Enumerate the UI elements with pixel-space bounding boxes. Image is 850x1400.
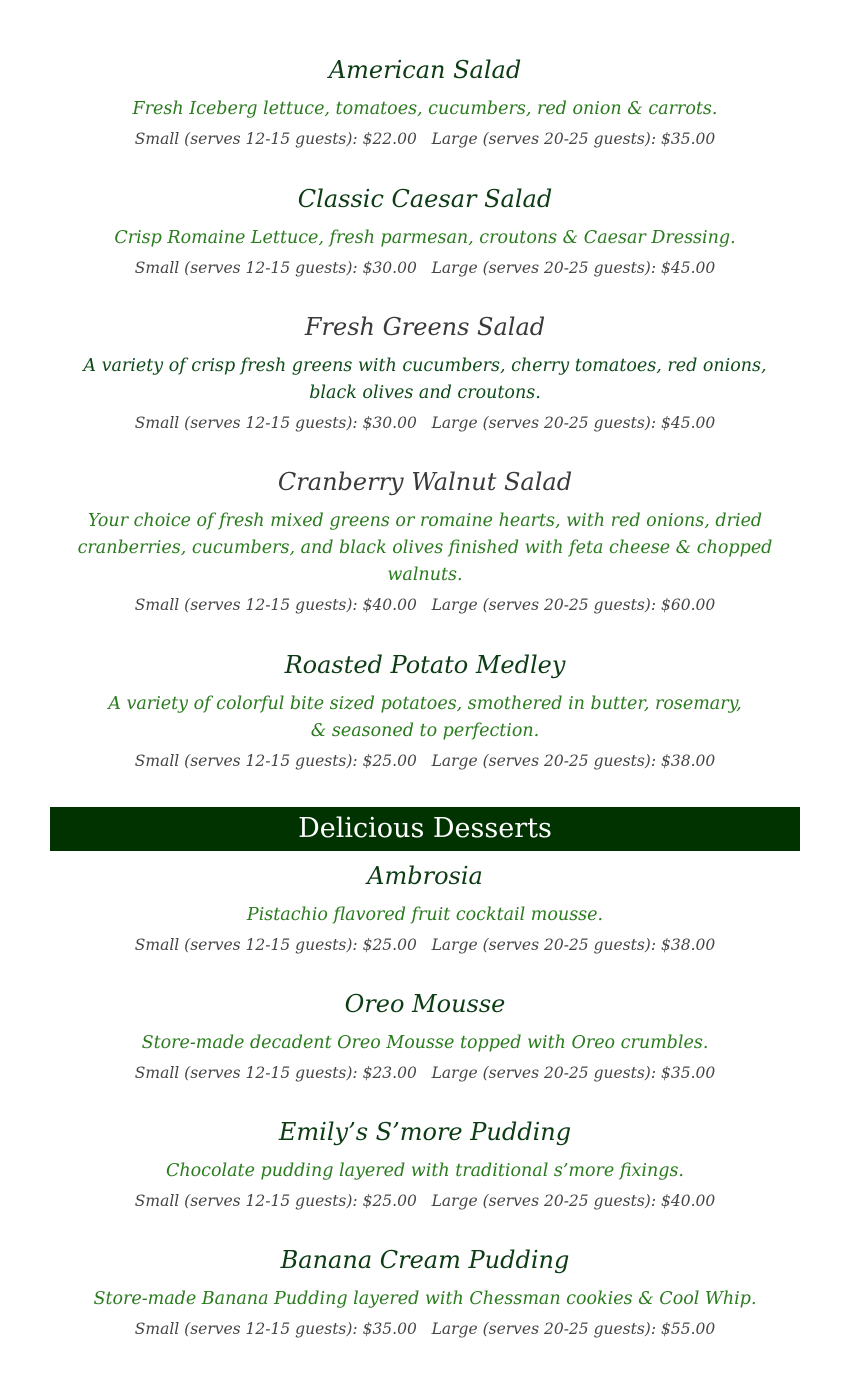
item-prices — [50, 129, 800, 149]
large-price: Large (serves 20-25 guests): $38.00 — [431, 936, 716, 954]
item-title: Cranberry Walnut Salad — [277, 468, 573, 496]
menu-item-american-salad — [50, 55, 800, 149]
menu-item-fresh-greens-salad — [50, 312, 800, 433]
item-description: Crisp Romaine Lettuce, fresh parmesan, croutons & Caesar Dressing. — [114, 228, 736, 248]
small-price: Small (serves 12-15 guests): $35.00 — [134, 1320, 417, 1338]
item-title: American Salad — [328, 56, 522, 84]
small-price: Small (serves 12-15 guests): $25.00 — [134, 1192, 417, 1210]
item-description: Pistachio flavored fruit cocktail mousse. — [246, 905, 604, 925]
large-price: Large (serves 20-25 guests): $35.00 — [431, 1064, 716, 1082]
large-price: Large (serves 20-25 guests): $38.00 — [431, 752, 716, 770]
small-price: Small (serves 12-15 guests): $40.00 — [134, 596, 417, 614]
description-line: cranberries, cucumbers, and black olives finished with feta cheese & chopped — [77, 538, 773, 558]
large-price: Large (serves 20-25 guests): $45.00 — [431, 414, 716, 432]
item-title: Fresh Greens Salad — [304, 313, 546, 341]
item-description: Store-made Banana Pudding layered with Chessman cookies & Cool Whip. — [93, 1289, 757, 1309]
small-price: Small (serves 12-15 guests): $30.00 — [134, 259, 417, 277]
description-line: black olives and croutons. — [309, 383, 541, 403]
menu-item-classic-caesar-salad — [50, 184, 800, 278]
item-prices — [50, 1191, 800, 1211]
menu-item-smore-pudding — [50, 1117, 800, 1211]
menu-item-roasted-potato-medley — [50, 650, 800, 771]
large-price: Large (serves 20-25 guests): $40.00 — [431, 1192, 716, 1210]
item-prices — [50, 258, 800, 278]
description-line: A variety of colorful bite sized potatoes, smothered in butter, rosemary, — [108, 694, 742, 714]
item-description — [50, 691, 800, 745]
large-price: Large (serves 20-25 guests): $60.00 — [431, 596, 716, 614]
menu-item-cranberry-walnut-salad — [50, 467, 800, 615]
item-description — [50, 353, 800, 407]
menu-item-oreo-mousse — [50, 989, 800, 1083]
item-title: Banana Cream Pudding — [280, 1246, 570, 1274]
large-price: Large (serves 20-25 guests): $55.00 — [431, 1320, 716, 1338]
item-prices — [50, 413, 800, 433]
item-prices — [50, 1319, 800, 1339]
item-description: Chocolate pudding layered with traditional s’more fixings. — [165, 1161, 684, 1181]
menu-item-ambrosia — [50, 861, 800, 955]
item-description: Store-made decadent Oreo Mousse topped with Oreo crumbles. — [141, 1033, 709, 1053]
large-price: Large (serves 20-25 guests): $45.00 — [431, 259, 716, 277]
small-price: Small (serves 12-15 guests): $25.00 — [134, 752, 417, 770]
item-title: Emily’s S’more Pudding — [278, 1118, 572, 1146]
menu-item-banana-cream-pudding — [50, 1245, 800, 1339]
small-price: Small (serves 12-15 guests): $25.00 — [134, 936, 417, 954]
item-description — [50, 508, 800, 589]
large-price: Large (serves 20-25 guests): $35.00 — [431, 130, 716, 148]
small-price: Small (serves 12-15 guests): $22.00 — [134, 130, 417, 148]
item-title: Roasted Potato Medley — [284, 651, 566, 679]
item-title: Oreo Mousse — [344, 990, 506, 1018]
desserts-section-heading: Delicious Desserts — [50, 807, 800, 851]
item-title: Classic Caesar Salad — [297, 185, 553, 213]
small-price: Small (serves 12-15 guests): $30.00 — [134, 414, 417, 432]
item-title: Ambrosia — [367, 862, 483, 890]
description-line: walnuts. — [387, 565, 463, 585]
description-line: Your choice of fresh mixed greens or romaine hearts, with red onions, dried — [87, 511, 763, 531]
description-line: A variety of crisp fresh greens with cucumbers, cherry tomatoes, red onions, — [83, 356, 767, 376]
item-prices — [50, 595, 800, 615]
small-price: Small (serves 12-15 guests): $23.00 — [134, 1064, 417, 1082]
item-prices — [50, 751, 800, 771]
description-line: & seasoned to perfection. — [310, 721, 540, 741]
item-prices — [50, 1063, 800, 1083]
item-prices — [50, 935, 800, 955]
item-description: Fresh Iceberg lettuce, tomatoes, cucumbers, red onion & carrots. — [132, 99, 718, 119]
